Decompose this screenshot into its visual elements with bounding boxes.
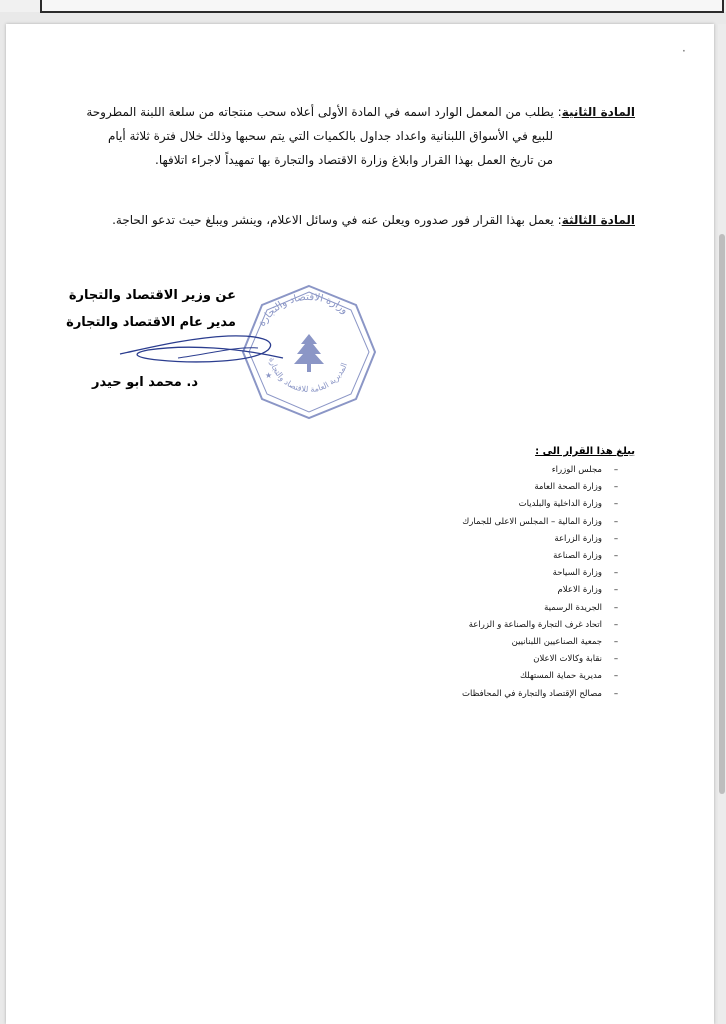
distribution-item-label: مصالح الإقتصاد والتجارة في المحافظات	[462, 688, 602, 699]
distribution-item	[462, 496, 630, 513]
distribution-item-label: وزارة الصحة العامة	[534, 482, 602, 493]
list-dash: –	[613, 585, 619, 596]
distribution-item-label: وزارة السياحة	[552, 568, 602, 579]
distribution-item-label: وزارة الزراعة	[554, 533, 602, 544]
stamp-outer-text: وزارة الاقتصاد والتجارة	[256, 291, 350, 329]
article-3-paragraph	[55, 208, 635, 232]
article-2-line-3: من تاريخ العمل بهذا القرار وابلاغ وزارة الاقتصاد والتجارة بها تمهيداً لاجراء اتلافها.	[155, 153, 553, 167]
distribution-item	[462, 668, 630, 685]
distribution-item-label: وزارة الصناعة	[553, 551, 602, 562]
stamp-inner-text: المديرية العامة للاقتصاد والتجارة	[267, 356, 350, 395]
article-2-line-1: : يطلب من المعمل الوارد اسمه في المادة الأولى أعلاه سحب منتجاته من سلعة اللبنة المطروحة	[86, 105, 562, 119]
distribution-item	[462, 617, 630, 634]
list-dash: –	[613, 482, 619, 493]
list-dash: –	[613, 499, 619, 510]
list-dash: –	[613, 637, 619, 648]
distribution-item-label: وزارة المالية – المجلس الاعلى للجمارك	[462, 516, 602, 527]
signatory-name: د. محمد ابو حيدر	[92, 375, 198, 390]
distribution-item-label: اتحاد غرف التجارة والصناعة و الزراعة	[468, 619, 602, 630]
distribution-item	[462, 686, 630, 703]
article-3-title: المادة الثالثة	[561, 213, 635, 227]
list-dash: –	[613, 619, 619, 630]
list-dash: –	[613, 602, 619, 613]
article-2-paragraph	[75, 100, 635, 172]
article-2-title: المادة الثانية	[561, 105, 635, 119]
signature-line-2: مدير عام الاقتصاد والتجارة	[66, 315, 236, 330]
list-dash: –	[613, 568, 619, 579]
distribution-item-label: نقابة وكالات الاعلان	[533, 654, 602, 665]
distribution-item	[462, 600, 630, 617]
document-page	[6, 24, 714, 1024]
distribution-item-label: الجريدة الرسمية	[544, 602, 602, 613]
distribution-item	[462, 462, 630, 479]
article-3-text: : يعمل بهذا القرار فور صدوره ويعلن عنه في وسائل الاعلام، وينشر ويبلغ حيث تدعو الحاجة.	[112, 213, 562, 227]
list-dash: –	[613, 671, 619, 682]
distribution-item-label: وزارة الداخلية والبلديات	[518, 499, 602, 510]
distribution-item	[462, 634, 630, 651]
list-dash: –	[613, 465, 619, 475]
previous-page-edge	[0, 0, 726, 12]
distribution-item-label: جمعية الصناعيين اللبنانيين	[511, 637, 602, 648]
list-dash: –	[613, 533, 619, 544]
distribution-item-label: مجلس الوزراء	[551, 465, 602, 475]
distribution-list	[462, 462, 630, 703]
list-dash: –	[613, 654, 619, 665]
distribution-item	[462, 514, 630, 531]
previous-page-border	[40, 0, 724, 13]
distribution-item	[462, 479, 630, 496]
list-dash: –	[613, 551, 619, 562]
cedar-tree-icon	[294, 334, 324, 372]
distribution-item	[462, 531, 630, 548]
list-dash: –	[613, 516, 619, 527]
distribution-item-label: وزارة الاعلام	[557, 585, 602, 596]
article-2-line-2: للبيع في الأسواق اللبنانية واعداد جداول بالكميات التي يتم سحبها وذلك خلال فترة ثلاثة أيام	[107, 129, 553, 143]
distribution-title: يبلغ هذا القرار الى :	[535, 446, 635, 457]
distribution-item	[462, 582, 630, 599]
scrollbar-track[interactable]	[718, 24, 726, 1024]
distribution-item-label: مديرية حماية المستهلك	[520, 671, 602, 682]
star-icon: ★	[265, 371, 273, 380]
distribution-item	[462, 651, 630, 668]
list-dash: –	[613, 688, 619, 699]
corner-speck: ·	[682, 44, 686, 58]
scrollbar-thumb[interactable]	[719, 234, 725, 794]
distribution-item	[462, 565, 630, 582]
signature-line-1: عن وزير الاقتصاد والتجارة	[68, 288, 236, 303]
distribution-item	[462, 548, 630, 565]
